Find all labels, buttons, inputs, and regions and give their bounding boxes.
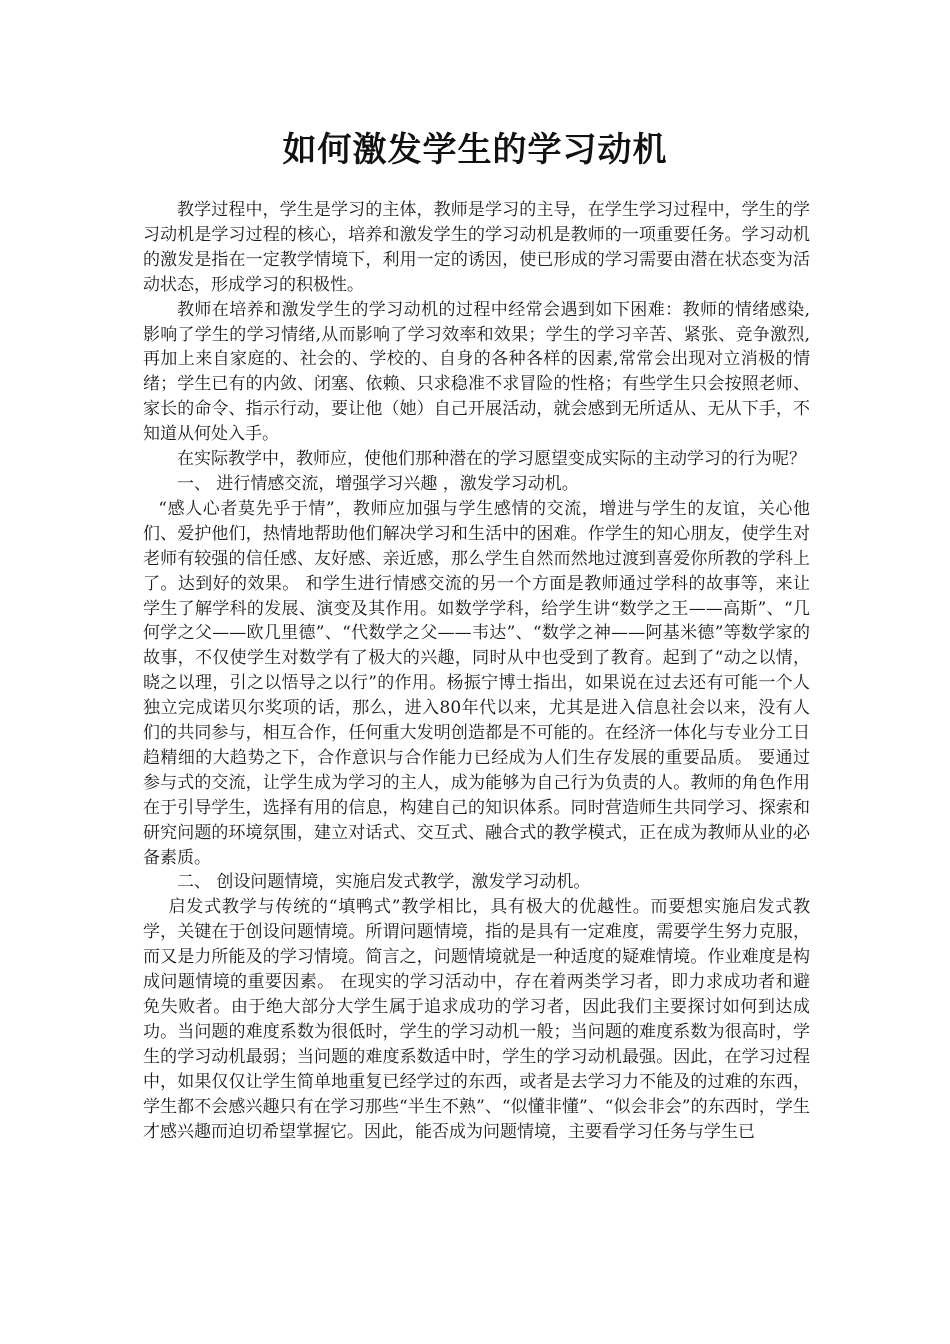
- paragraph-difficulties: 教师在培养和激发学生的学习动机的过程中经常会遇到如下困难：教师的情绪感染,影响了学生的学习情绪,从而影响了学习效率和效果；学生的学习辛苦、紧张、竞争激烈,再加上来自家庭的、社会的、学校的、自身的各种各样的因素,常常会出现对立消极的情绪；学生已有的内敛、闭塞、依赖、只求稳准不求冒险的性格；有些学生只会按照老师、家长的命令、指示行动，要让他（她）自己开展活动，就会感到无所适从、无从下手，不知道从何处入手。: [143, 299, 810, 445]
- document-title: 如何激发学生的学习动机: [282, 130, 668, 170]
- paragraph-section-1: “感人心者莫先乎于情”，教师应加强与学生感情的交流，增进与学生的友谊，关心他们、爱护他们，热情地帮助他们解决学习和生活中的困难。作学生的知心朋友，使学生对老师有较强的信任感、友好感、亲近感，那么学生自然而然地过渡到喜爱你所教的学科上了。达到好的效果。 和学生进行情感交流的另一个方面是教师通过学科的故事等，来让学生了解学科的发展、演变及其作用。如数学学科，给学生讲“数学之王——高斯”、“几何学之父——欧几里德”、“代数学之父——韦达”、“数学之神——阿基米德”等数学家的故事，不仅使学生对数学有了极大的兴趣，同时从中也受到了教育。起到了“动之以情，晓之以理，引之以悟导之以行”的作用。杨振宁博士指出，如果说在过去还有可能一个人独立完成诺贝尔奖项的话，那么，进入80年代以来，尤其是进入信息社会以来，没有人们的共同参与，相互合作，任何重大发明创造都是不可能的。在经济一体化与专业分工日趋精细的大趋势之下，合作意识与合作能力已经成为人们生存发展的重要品质。 要通过参与式的交流，让学生成为学习的主人，成为能够为自己行为负责的人。教师的角色作用在于引导学生，选择有用的信息，构建自己的知识体系。同时营造师生共同学习、探索和研究问题的环境氛围，建立对话式、交互式、融合式的教学模式，正在成为教师从业的必备素质。: [143, 498, 810, 868]
- paragraph-question: 在实际教学中，教师应，使他们那种潜在的学习愿望变成实际的主动学习的行为呢？: [177, 449, 806, 470]
- section-heading-2: 二、 创设问题情境，实施启发式教学，激发学习动机。: [177, 872, 591, 893]
- paragraph-intro: 教学过程中，学生是学习的主体，教师是学习的主导，在学生学习过程中，学生的学习动机是学习过程的核心，培养和激发学生的学习动机是教师的一项重要任务。学习动机的激发是指在一定教学情境下，利用一定的诱因，使已形成的学习需要由潜在状态变为活动状态，形成学习的积极性。: [143, 200, 810, 295]
- document-body: [143, 198, 810, 1144]
- section-heading-1: 一、 进行情感交流，增强学习兴趣 ，激发学习动机。: [177, 473, 579, 494]
- paragraph-section-2: 启发式教学与传统的“填鸭式”教学相比，具有极大的优越性。而要想实施启发式教学，关键在于创设问题情境。所谓问题情境，指的是具有一定难度，需要学生努力克服，而又是力所能及的学习情境。简言之，问题情境就是一种适度的疑难情境。作业难度是构成问题情境的重要因素。 在现实的学习活动中，存在着两类学习者，即力求成功者和避免失败者。由于绝大部分大学生属于追求成功的学习者，因此我们主要探讨如何到达成功。当问题的难度系数为很低时，学生的学习动机一般；当问题的难度系数为很高时，学生的学习动机最弱；当问题的难度系数适中时，学生的学习动机最强。因此，在学习过程中，如果仅仅让学生简单地重复已经学过的东西，或者是去学习力不能及的过难的东西，学生都不会感兴趣只有在学习那些“半生不熟”、“似懂非懂”、“似会非会”的东西时，学生才感兴趣而迫切希望掌握它。因此，能否成为问题情境，主要看学习任务与学生已: [143, 897, 810, 1142]
